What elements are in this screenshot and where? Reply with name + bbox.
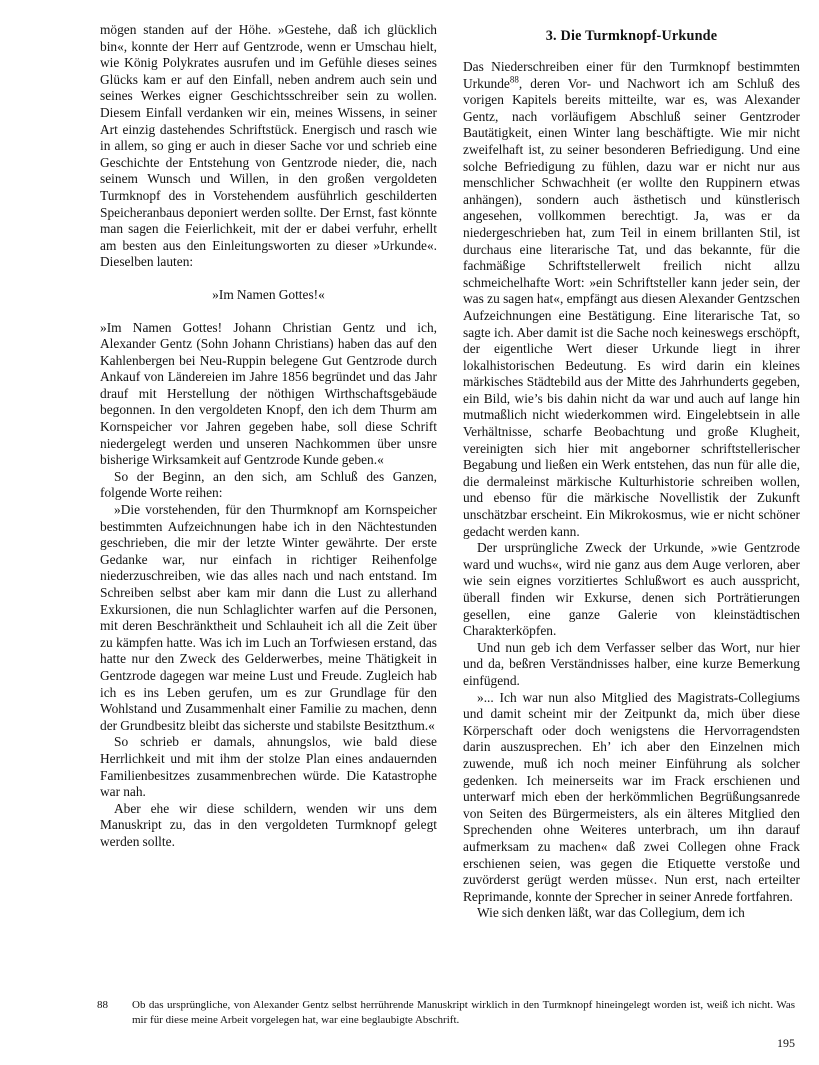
left-column bbox=[100, 22, 437, 922]
paragraph: Und nun geb ich dem Verfasser selber das Wort, nur hier und da, beßren Verständnisses halber, eine kurze Bemerkung einfügend. bbox=[463, 639, 800, 688]
paragraph-quote: »... Ich war nun also Mitglied des Magistrats-Collegiums und damit scheint mir der Zeitpunkt da, mich über diese Körperschaft oder doch wenigstens die Hervorragendsten darin auszusprechen. Eh’ ich aber den Einzelnen mich zuwende, muß ich noch meiner Einführung als solcher gedenken. Ich meinerseits war im Frack erschienen und unterwarf mich eben der herkömmlichen Begrüßungsanrede von Seiten des Bürgermeisters, als ein älteres Mitglied den Sprechenden ohne Weiteres unterbrach, um ihn darauf aufmerksam zu machen« daß zwei Collegen ohne Frack erschienen seien, was gegen die Etiquette verstoße und zuvörderst gerügt werden müsse‹. Nun erst, nach erteilter Reprimande, konnte der Sprecher in seiner Anrede fortfahren. bbox=[463, 689, 800, 904]
footnote-text: Ob das ursprüngliche, von Alexander Gentz selbst herrührende Manuskript wirklich in den Turmknopf hineingelegt worden ist, weiß ich nicht. Was mir für diese meine Arbeit vorgelegen hat, war eine beglaubigte Abschrift. bbox=[132, 999, 795, 1026]
footnote-reference: 88 bbox=[509, 74, 519, 85]
footnote-number: 88 bbox=[97, 999, 108, 1011]
paragraph: So der Beginn, an den sich, am Schluß des Ganzen, folgende Worte reihen: bbox=[100, 468, 437, 501]
invocation-line: »Im Namen Gottes!« bbox=[212, 286, 325, 302]
paragraph-text: Das Niederschreiben einer für den Turmknopf bestimmten Urkunde bbox=[463, 59, 800, 91]
footnote bbox=[97, 998, 795, 1028]
paragraph-quote-closing: »Die vorstehenden, für den Thurmknopf am Kornspeicher bestimmten Aufzeichnungen habe ich in den Nächtestunden geschrieben, die mir der letzte Winter gewährte. Der erste Gedanke war, nur einfach in richtiger Reihenfolge niederzuschreiben, wie das alles nach und nach entstand. Im Schreiben selbst aber kam mir dann die Lust zu allerhand Exkursionen, die nun Schlaglichter warfen auf die Personen, mit deren Beschränktheit und Schlauheit ich all die Zeit über zu kämpfen hatte. Was ich im Luch an Torfwiesen erstand, das hatte nur den Zweck des Gelderwerbes, meine Thätigkeit in Gentzrode dagegen war meine Lust und Freude. Zugleich hab ich es ins Leben gerufen, um es zur Grundlage für den Wohlstand und Zusammenhalt einer Familie zu machen, denn der Grundbesitz bleibt das sicherste und stabilste Besitzthum.« bbox=[100, 502, 437, 733]
text-columns bbox=[100, 22, 800, 922]
paragraph: Der ursprüngliche Zweck der Urkunde, »wie Gentzrode ward und wuchs«, wird nie ganz aus dem Auge verloren, aber wie sein eignes vorzitiertes Schlußwort es auch ausspricht, überall finden wir Exkurse, denen sich Porträtierungen gesellen, eine ganze Galerie von kleinstädtischen Charakterköpfen. bbox=[463, 540, 800, 639]
paragraph-continuation: mögen standen auf der Höhe. »Gestehe, daß ich glücklich bin«, konnte der Herr auf Gentzrode, wenn er Umschau hielt, wie König Polykrates ausrufen und im Gefühle dieses seines Glücks kam er auf den Einfall, neben andrem auch sein und seines Werkes eigner Geschichtsschreiber sein zu wollen. Diesem Einfall verdanken wir ein, meines Wissens, in seiner Art einzig dastehendes Schriftstück. Energisch und rasch wie in allem, so ging er auch in dieser Sache vor und schrieb eine Geschichte der Entstehung von Gentzrode nieder, die, nach seinem Wunsch und Willen, in den großen vergoldeten Turmknopf des in Vorstehendem ausführlich geschilderten Speicheranbaus deponiert werden sollte. Der Ernst, fast könnte man sagen die Feierlichkeit, mit der er dabei verfuhr, erhellt am besten aus den Einleitungsworten zu dieser »Urkunde«. Dieselben lauten: bbox=[100, 22, 437, 270]
paragraph-last-line: Wie sich denken läßt, war das Collegium, dem ich bbox=[477, 905, 745, 921]
paragraph: So schrieb er damals, ahnungslos, wie bald diese Herrlichkeit und mit ihm der stolze Plan eines andauernden Familienbesitzes zusammenbrechen würde. Die Katastrophe war nah. bbox=[100, 734, 437, 800]
section-heading: 3. Die Turmknopf-Urkunde bbox=[545, 28, 718, 44]
paragraph: Aber ehe wir diese schildern, wenden wir uns dem Manuskript zu, das in den vergoldeten Turmknopf gelegt werden sollte. bbox=[100, 800, 437, 849]
paragraph-text: , deren Vor- und Nachwort ich am Schluß des vorigen Kapitels bereits mitteilte, war es, was Alexander Gentz, nach vorläufigem Abschluß seiner Gentzroder Bautätigkeit, einen Winter lang beschäftigte. Wie mir nicht zweifelhaft ist, zu seiner besonderen Befriedigung. Und eine solche Befriedigung zu fühlen, dazu war er nicht nur aus menschlicher Schwachheit (er wollte den Ruppinern etwas anhängen), sondern auch ästhetisch und künstlerisch angesehen, vollkommen berechtigt. Ja, was er da niedergeschrieben hat, zum Teil in einem brillanten Stil, ist durchaus eine literarische Tat, und das bekannte, für die fachmäßige Schriftstellerwelt freilich nicht allzu schmeichelhafte Wort: »ein Schriftsteller kann jeder sein, der was zu sagen hat«, empfängt aus diesen Alexander Gentzschen Aufzeichnungen eine Bestätigung. Eine literarische Tat, so sagte ich. Aber damit ist die Sache noch keineswegs erschöpft, der eigentliche Wert dieser Urkunde liegt in ihrer lokalhistorischen Bedeutung. Es wird darin ein kleines märkisches Städtebild aus der Mitte des Jahrhunderts gegeben, ein Bild, wie’s bis dahin nicht da war und auch auf lange hin mutmaßlich nicht wiederkommen wird. Eingelebtsein in alle Verhältnisse, scharfe Beobachtung und große Klugheit, vereinigten sich hier mit angeborner schriftstellerischer Begabung und ließen ein Werk entstehen, das nun für alle die, die dermaleinst märkische Kulturhistorie schreiben wollen, und ebenso für die märkische Novellistik der Zukunft unschätzbar erscheint. Ein Mikrokosmus, wie er nicht schöner gedacht werden kann. bbox=[463, 75, 800, 539]
paragraph-quote-opening: »Im Namen Gottes! Johann Christian Gentz und ich, Alexander Gentz (Sohn Johann Christians) haben das auf den Kahlenbergen bei Neu-Ruppin belegene Gut Gentzrode durch Ankauf von Ländereien im Jahre 1856 begründet und das Jahr drauf mit Herstellung der nöthigen Wirthschaftsgebäude begonnen. In den vergoldeten Knopf, den ich dem Thurm am Kornspeicher vor Jahren gegeben habe, soll diese Schrift niedergelegt werden und unseren Nachkommen über unsre bisherige Wirksamkeit auf Gentzrode Kunde geben.« bbox=[100, 319, 437, 468]
right-column bbox=[463, 22, 800, 922]
page-number: 195 bbox=[777, 1036, 795, 1050]
paragraph-with-footnote-ref bbox=[463, 59, 800, 540]
